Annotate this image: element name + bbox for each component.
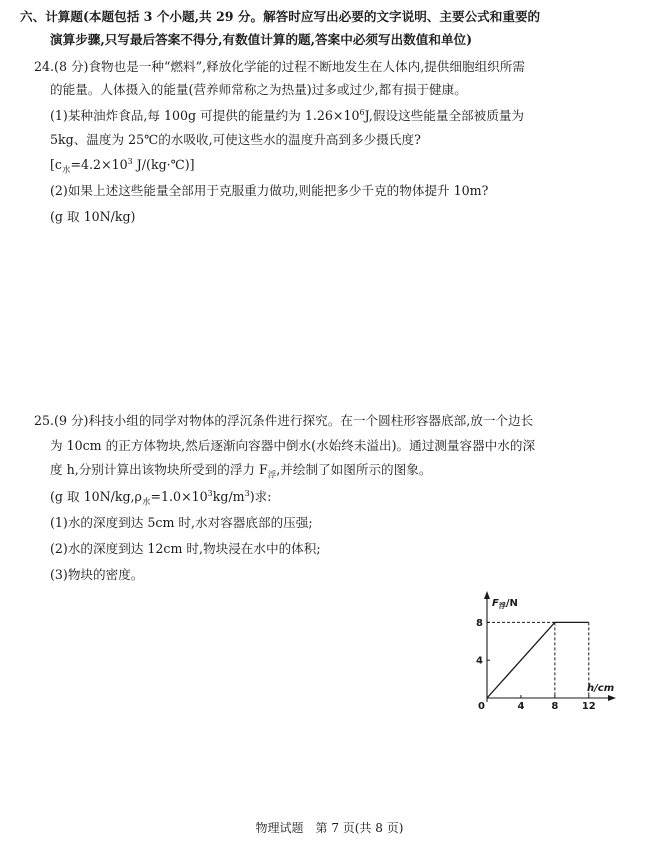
- series-line-f-buoyancy: [487, 622, 589, 698]
- q24-c-unit: J/(kg·℃)]: [132, 157, 195, 172]
- q24-c-symbol: [c: [50, 157, 62, 172]
- q24-line2: 的能量。人体摄入的能量(营养师常称之为热量)过多或过少,都有损于健康。: [50, 82, 467, 97]
- q25-line3: [50, 461, 431, 479]
- q25-line3-text-a: 度 h,分别计算出该物块所受到的浮力 F: [50, 462, 268, 477]
- q24-part1-line1: [50, 107, 524, 125]
- y-tick-label-4: 4: [476, 655, 483, 667]
- y-axis-arrow: [484, 591, 490, 599]
- x-axis-arrow: [608, 695, 616, 701]
- q25-line2: 为 10cm 的正方体物块,然后逐渐向容器中倒水(水始终未溢出)。通过测量容器中水的深: [50, 438, 536, 453]
- q24-part2: (2)如果上述这些能量全部用于克服重力做功,则能把多少千克的物体提升 10m?: [50, 183, 489, 198]
- q24-c-subscript: 水: [61, 165, 71, 176]
- section-heading-line2: 演算步骤,只写最后答案不得分,有数值计算的题,答案中必须写出数值和单位): [50, 32, 473, 47]
- q24-c-value: =4.2×10: [70, 157, 128, 172]
- q24-part1-line2: 5kg、温度为 25℃的水吸收,可使这些水的温度升高到多少摄氏度?: [50, 132, 421, 147]
- origin-label: 0: [478, 701, 485, 712]
- q25-given-exponent2: 3: [244, 488, 250, 498]
- q24-exponent-6: 6: [359, 107, 365, 117]
- q25-sub3: (3)物块的密度。: [50, 567, 144, 582]
- q25-sub1: (1)水的深度到达 5cm 时,水对容器底部的压强;: [50, 515, 313, 530]
- q24-g-value: (g 取 10N/kg): [50, 209, 136, 224]
- q25-given-b: =1.0×10: [150, 489, 208, 504]
- q25-line3-subscript: 浮: [267, 470, 277, 481]
- q24-c-exponent: 3: [127, 156, 133, 166]
- q25-given-a: (g 取 10N/kg,ρ: [50, 489, 142, 504]
- q25-given: [50, 488, 272, 506]
- y-tick-label-8: 8: [476, 617, 483, 629]
- q25-line1: 25.(9 分)科技小组的同学对物体的浮沉条件进行探究。在一个圆柱形容器底部,放一个边长: [34, 413, 534, 428]
- y-axis-label: $F_浮/N$: [492, 598, 518, 610]
- x-axis-label: h/cm: [587, 683, 615, 694]
- q24-line1: 24.(8 分)食物也是一种“燃料”,释放化学能的过程不断地发生在人体内,提供细胞组织所需: [34, 59, 525, 74]
- buoyancy-chart: [470, 590, 620, 715]
- page-footer: 物理试题 第 7 页(共 8 页): [255, 821, 404, 835]
- q24-specific-heat: [50, 156, 195, 174]
- q25-sub2: (2)水的深度到达 12cm 时,物块浸在水中的体积;: [50, 541, 321, 556]
- q24-part1-text-b: J,假设这些能量全部被质量为: [364, 108, 525, 123]
- x-tick-label-8: 8: [551, 701, 559, 712]
- q25-given-exponent: 3: [207, 488, 213, 498]
- q25-line3-text-b: ,并绘制了如图所示的图象。: [276, 462, 432, 477]
- q25-given-c: kg/m: [212, 489, 245, 504]
- x-tick-label-12: 12: [581, 701, 596, 712]
- section-heading-line1: 六、计算题(本题包括 3 个小题,共 29 分。解答时应写出必要的文字说明、主要公式和重要的: [20, 9, 541, 24]
- x-tick-label-4: 4: [517, 701, 525, 712]
- q25-given-subscript: 水: [141, 497, 151, 508]
- q25-given-d: )求:: [249, 489, 272, 504]
- q24-part1-text-a: (1)某种油炸食品,每 100g 可提供的能量约为 1.26×10: [50, 108, 360, 123]
